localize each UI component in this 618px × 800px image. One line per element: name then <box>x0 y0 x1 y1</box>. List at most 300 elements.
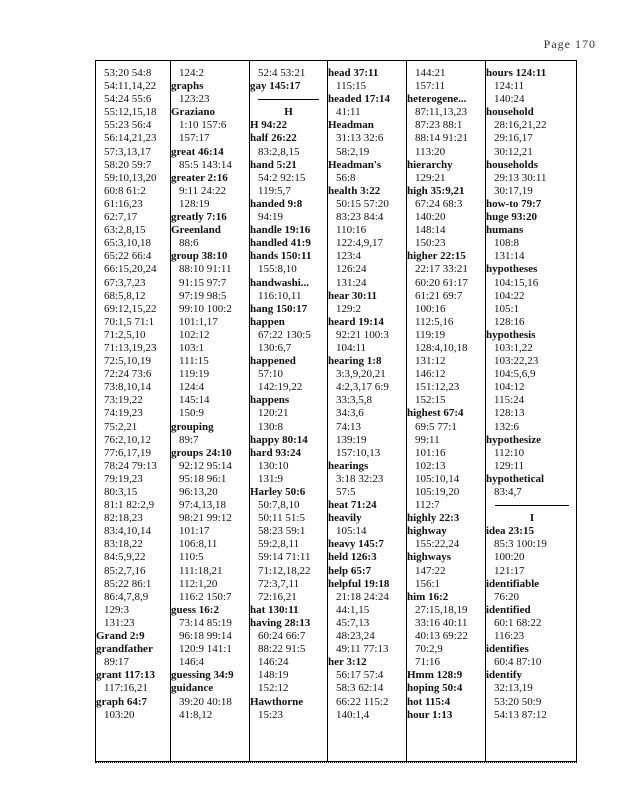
index-term: heterogene... <box>407 93 467 106</box>
index-term: Hawthorne <box>250 695 304 708</box>
page-reference: 83:2,8,15 <box>258 145 300 158</box>
page-reference: 146:4 <box>179 656 205 669</box>
page-reference: 56:8 <box>336 171 356 184</box>
page-reference: 60:4 87:10 <box>494 656 542 669</box>
page-reference: 152:15 <box>415 394 446 407</box>
index-term: happens <box>250 394 290 407</box>
page-reference: 102:12 <box>179 328 210 341</box>
page-reference: 39:20 40:18 <box>179 695 232 708</box>
page-reference: 27:15,18,19 <box>415 603 468 616</box>
index-term: happened <box>250 355 296 368</box>
footer-divider <box>95 762 577 763</box>
page-reference: 61:21 69:7 <box>415 289 463 302</box>
index-term: hot 115:4 <box>407 695 451 708</box>
index-term: graphs <box>171 80 204 93</box>
index-term: half 26:22 <box>250 132 297 145</box>
index-term: identifies <box>486 643 529 656</box>
page-reference: 85:2,7,16 <box>104 564 146 577</box>
page-reference: 131:12 <box>415 355 446 368</box>
index-term: having 28:13 <box>250 616 311 629</box>
page-reference: 96:18 99:14 <box>179 630 232 643</box>
index-term: greatly 7:16 <box>171 211 227 224</box>
index-term: hands 150:11 <box>250 250 312 263</box>
page-reference: 29:16,17 <box>494 132 533 145</box>
index-term: identify <box>486 669 523 682</box>
page-reference: 48:23,24 <box>336 630 375 643</box>
page-reference: 121:17 <box>494 564 525 577</box>
page-reference: 60:1 68:22 <box>494 616 542 629</box>
page-reference: 66:22 115:2 <box>336 695 389 708</box>
index-column-1 <box>96 61 170 761</box>
index-term: hypothesize <box>486 433 541 446</box>
index-term: higher 22:15 <box>407 250 466 263</box>
page-reference: 129:11 <box>494 459 525 472</box>
page-reference: 80:3,15 <box>104 486 138 498</box>
index-term: graph 64:7 <box>96 695 148 708</box>
page-reference: 59:10,13,20 <box>104 171 157 184</box>
index-term: handle 19:16 <box>250 224 311 237</box>
index-term: health 3:22 <box>328 184 381 197</box>
page-reference: 3:18 32:23 <box>336 472 384 485</box>
page-reference: 140:20 <box>415 211 446 224</box>
index-term: help 65:7 <box>328 564 372 577</box>
page-reference: 53:20 54:8 <box>104 67 152 79</box>
page-reference: 41:11 <box>336 106 361 119</box>
page-reference: 68:5,8,12 <box>104 289 146 302</box>
index-table <box>95 60 577 762</box>
index-column-2 <box>170 61 249 761</box>
page-reference: 85:22 86:1 <box>104 577 152 590</box>
page-reference: 88:22 91:5 <box>258 643 306 656</box>
page-reference: 95:18 96:1 <box>179 472 227 485</box>
page-reference: 126:24 <box>336 263 367 276</box>
page-reference: 55:23 56:4 <box>104 119 152 132</box>
page-reference: 49:11 77:13 <box>336 643 389 656</box>
index-term: highest 67:4 <box>407 407 464 420</box>
page-reference: 73:8,10,14 <box>104 381 152 394</box>
page-number: Page 170 <box>543 37 596 51</box>
page-reference: 15:23 <box>258 708 284 721</box>
page-reference: 73:19,22 <box>104 394 143 407</box>
index-term: guidance <box>171 682 214 695</box>
index-term: heat 71:24 <box>328 499 377 512</box>
page-reference: 99:10 100:2 <box>179 302 232 315</box>
page-reference: 110:5 <box>179 551 204 564</box>
page-reference: 112:7 <box>415 499 440 512</box>
page-reference: 40:13 69:22 <box>415 630 468 643</box>
page-reference: 61:16,23 <box>104 197 143 210</box>
page-reference: 155:8,10 <box>258 263 297 276</box>
index-term: hearing 1:8 <box>328 355 382 368</box>
page-reference: 128:13 <box>494 407 525 420</box>
page-reference: 119:19 <box>415 328 446 341</box>
page-reference: 33:16 40:11 <box>415 616 468 629</box>
page-reference: 103:1 <box>179 341 205 354</box>
page-reference: 129:21 <box>415 171 446 184</box>
index-column-4 <box>327 61 406 761</box>
index-term: highway <box>407 525 447 538</box>
page-reference: 69:12,15,22 <box>104 302 157 315</box>
index-term: hour 1:13 <box>407 708 453 721</box>
page-reference: 117:16,21 <box>104 682 148 695</box>
page-reference: 148:19 <box>258 669 289 682</box>
page-reference: 77:6,17,19 <box>104 446 152 459</box>
page-reference: 97:4,13,18 <box>179 499 227 512</box>
index-term: heard 19:14 <box>328 315 384 328</box>
page-reference: 88:6 <box>179 237 199 250</box>
page-reference: 124:2 <box>179 67 205 79</box>
section-letter: I <box>529 512 535 525</box>
page-reference: 104:11 <box>336 341 367 354</box>
page-reference: 76:20 <box>494 590 520 603</box>
page-reference: 157:11 <box>415 80 446 93</box>
page-reference: 129:2 <box>336 302 362 315</box>
index-term: hearings <box>328 459 369 472</box>
index-term: held 126:3 <box>328 551 377 564</box>
page-reference: 101:17 <box>179 525 210 538</box>
page-reference: 88:10 91:11 <box>179 263 232 276</box>
page-reference: 119:5,7 <box>258 184 291 197</box>
page-reference: 54:11,14,22 <box>104 80 157 93</box>
page-reference: 59:2,8,11 <box>258 538 300 551</box>
page-reference: 71:13,19,23 <box>104 341 157 354</box>
page-reference: 82:18,23 <box>104 512 143 525</box>
index-term: grouping <box>171 420 214 433</box>
page-reference: 105:14 <box>336 525 367 538</box>
page-reference: 56:14,21,23 <box>104 132 157 145</box>
index-term: highly 22:3 <box>407 512 460 525</box>
page-reference: 129:3 <box>104 603 130 616</box>
index-column-5 <box>406 61 485 761</box>
page-reference: 85:5 143:14 <box>179 158 232 171</box>
page-reference: 104:12 <box>494 381 525 394</box>
page-reference: 71:2,5,10 <box>104 328 146 341</box>
page-reference: 30:17,19 <box>494 184 533 197</box>
index-term: Graziano <box>171 106 215 119</box>
page-reference: 70:1,5 71:1 <box>104 315 155 328</box>
page-reference: 156:1 <box>415 577 441 590</box>
page-reference: 65:22 66:4 <box>104 250 152 263</box>
page-reference: 29:13 30:11 <box>494 171 547 184</box>
page-reference: 52:4 53:21 <box>258 67 306 79</box>
page-reference: 70:2,9 <box>415 643 443 656</box>
page-reference: 120:9 141:1 <box>179 643 232 656</box>
page-reference: 150:9 <box>179 407 205 420</box>
page-reference: 145:14 <box>179 394 210 407</box>
index-term: household <box>486 106 534 119</box>
page-reference: 123:23 <box>179 93 210 106</box>
page-reference: 44:1,15 <box>336 603 370 616</box>
index-term: happy 80:14 <box>250 433 308 446</box>
page-reference: 54:2 92:15 <box>258 171 306 184</box>
page-reference: 146:24 <box>258 656 289 669</box>
index-term: high 35:9,21 <box>407 184 465 197</box>
page-reference: 89:17 <box>104 656 130 669</box>
index-term: huge 93:20 <box>486 211 538 224</box>
page-reference: 45:7,13 <box>336 616 370 629</box>
page-reference: 50:7,8,10 <box>258 499 300 512</box>
page-reference: 96:13,20 <box>179 486 218 498</box>
page-reference: 54:13 87:12 <box>494 708 547 721</box>
index-column-3 <box>249 61 327 761</box>
index-term: hear 30:11 <box>328 289 377 302</box>
page-reference: 87:23 88:1 <box>415 119 463 132</box>
page-reference: 41:8,12 <box>179 708 213 721</box>
page-reference: 130:10 <box>258 459 289 472</box>
page-reference: 122:4,9,17 <box>336 237 384 250</box>
page-reference: 157:10,13 <box>336 446 381 459</box>
page-reference: 103:20 <box>104 708 135 721</box>
page-reference: 65:3,10,18 <box>104 237 152 250</box>
page-reference: 74:19,23 <box>104 407 143 420</box>
index-term: head 37:11 <box>328 67 379 79</box>
page-reference: 128:16 <box>494 315 525 328</box>
page-reference: 1:10 157:6 <box>179 119 227 132</box>
page-reference: 87:11,13,23 <box>415 106 468 119</box>
page-reference: 139:19 <box>336 433 367 446</box>
index-term: Headman's <box>328 158 382 171</box>
page-reference: 131:9 <box>258 472 284 485</box>
index-term: greater 2:16 <box>171 171 228 184</box>
page-reference: 4:2,3,17 6:9 <box>336 381 389 394</box>
page-reference: 84:5,9,22 <box>104 551 146 564</box>
index-term: hours 124:11 <box>486 67 547 79</box>
index-term: gay 145:17 <box>250 80 301 93</box>
page-reference: 116:10,11 <box>258 289 302 302</box>
page-reference: 31:13 32:6 <box>336 132 384 145</box>
page-reference: 142:19,22 <box>258 381 303 394</box>
index-term: great 46:14 <box>171 145 224 158</box>
index-term: heavily <box>328 512 362 525</box>
index-term: hand 5:21 <box>250 158 297 171</box>
page-reference: 22:17 33:21 <box>415 263 468 276</box>
page-reference: 78:24 79:13 <box>104 459 157 472</box>
page-reference: 55:12,15,18 <box>104 106 157 119</box>
page-reference: 152:12 <box>258 682 289 695</box>
page-reference: 54:24 55:6 <box>104 93 152 106</box>
page-reference: 106:8,11 <box>179 538 218 551</box>
page-reference: 72:16,21 <box>258 590 297 603</box>
index-term: her 3:12 <box>328 656 367 669</box>
page-reference: 100:16 <box>415 302 446 315</box>
page-reference: 112:5,16 <box>415 315 454 328</box>
page-reference: 140:1,4 <box>336 708 370 721</box>
page-reference: 32:13,19 <box>494 682 533 695</box>
page-reference: 79:19,23 <box>104 472 143 485</box>
page-reference: 60:20 61:17 <box>415 276 468 289</box>
index-term: hang 150:17 <box>250 302 308 315</box>
page-reference: 71:16 <box>415 656 441 669</box>
page-reference: 128:4,10,18 <box>415 341 468 354</box>
index-term: guess 16:2 <box>171 603 219 616</box>
index-term: heavy 145:7 <box>328 538 384 551</box>
page-reference: 60:8 61:2 <box>104 184 146 197</box>
page-reference: 98:21 99:12 <box>179 512 232 525</box>
page-reference: 83:18,22 <box>104 538 143 551</box>
page-reference: 58:2,19 <box>336 145 370 158</box>
page-reference: 101:1,17 <box>179 315 218 328</box>
page-reference: 60:24 66:7 <box>258 630 306 643</box>
page-reference: 120:21 <box>258 407 289 420</box>
index-term: grandfather <box>96 643 153 656</box>
page-reference: 58:3 62:14 <box>336 682 384 695</box>
page-reference: 56:17 57:4 <box>336 669 384 682</box>
page-reference: 67:22 130:5 <box>258 328 311 341</box>
index-term: highways <box>407 551 452 564</box>
page-reference: 131:24 <box>336 276 367 289</box>
page-reference: 62:7,17 <box>104 211 138 224</box>
index-term: helpful 19:18 <box>328 577 390 590</box>
page-reference: 111:18,21 <box>179 564 223 577</box>
page-reference: 100:20 <box>494 551 525 564</box>
index-term: group 38:10 <box>171 250 228 263</box>
page-reference: 110:16 <box>336 224 367 237</box>
index-term: Grand 2:9 <box>96 630 145 643</box>
index-term: headed 17:14 <box>328 93 391 106</box>
index-term: handled 41:9 <box>250 237 311 250</box>
page-reference: 81:1 82:2,9 <box>104 499 155 512</box>
page-reference: 63:2,8,15 <box>104 224 146 237</box>
page-reference: 86:4,7,8,9 <box>104 590 149 603</box>
page-reference: 92:12 95:14 <box>179 459 232 472</box>
page-reference: 69:5 77:1 <box>415 420 457 433</box>
page-reference: 111:15 <box>179 355 209 368</box>
page-reference: 9:11 24:22 <box>179 184 226 197</box>
page-reference: 115:15 <box>336 80 367 93</box>
page-reference: 155:22,24 <box>415 538 460 551</box>
index-term: idea 23:15 <box>486 525 534 538</box>
page-reference: 131:23 <box>104 616 135 629</box>
page-reference: 30:12,21 <box>494 145 533 158</box>
page-reference: 76:2,10,12 <box>104 433 152 446</box>
page-reference: 112:1,20 <box>179 577 218 590</box>
page-reference: 50:15 57:20 <box>336 197 389 210</box>
page-reference: 113:20 <box>415 145 446 158</box>
index-term: guessing 34:9 <box>171 669 234 682</box>
index-term: hypothesis <box>486 328 536 341</box>
page-reference: 123:4 <box>336 250 362 263</box>
page-reference: 58:23 59:1 <box>258 525 306 538</box>
page-reference: 72:24 73:6 <box>104 368 152 381</box>
index-term: identified <box>486 603 531 616</box>
page-reference: 57:10 <box>258 368 284 381</box>
page-reference: 104:15,16 <box>494 276 539 289</box>
page-reference: 105:1 <box>494 302 520 315</box>
index-term: hierarchy <box>407 158 453 171</box>
index-term: grant 117:13 <box>96 669 155 682</box>
page-reference: 67:24 68:3 <box>415 197 463 210</box>
index-term: hat 130:11 <box>250 603 299 616</box>
index-term: households <box>486 158 538 171</box>
index-term: H 94:22 <box>250 119 287 132</box>
page-reference: 74:13 <box>336 420 362 433</box>
page-reference: 116:23 <box>494 630 525 643</box>
page-reference: 91:15 97:7 <box>179 276 227 289</box>
index-term: hypothetical <box>486 472 545 485</box>
page-reference: 157:17 <box>179 132 210 145</box>
section-divider <box>486 499 578 512</box>
page-reference: 132:6 <box>494 420 520 433</box>
page-reference: 148:14 <box>415 224 446 237</box>
index-term: him 16:2 <box>407 590 449 603</box>
page-reference: 92:21 100:3 <box>336 328 389 341</box>
page-reference: 73:14 85:19 <box>179 616 232 629</box>
page-reference: 3:3,9,20,21 <box>336 368 386 381</box>
page-reference: 130:8 <box>258 420 284 433</box>
page-reference: 103:1,22 <box>494 341 533 354</box>
page-reference: 83:23 84:4 <box>336 211 384 224</box>
page-reference: 75:2,21 <box>104 420 138 433</box>
page-reference: 57:3,13,17 <box>104 145 152 158</box>
index-term: handwashi... <box>250 276 310 289</box>
page-reference: 147:22 <box>415 564 446 577</box>
page-reference: 105:10,14 <box>415 472 460 485</box>
page-reference: 67:3,7,23 <box>104 276 146 289</box>
page-reference: 28:16,21,22 <box>494 119 547 132</box>
page-reference: 83:4,10,14 <box>104 525 152 538</box>
page-reference: 50:11 51:5 <box>258 512 305 525</box>
index-term: hoping 50:4 <box>407 682 463 695</box>
index-term: how-to 79:7 <box>486 197 542 210</box>
index-column-6 <box>485 61 578 761</box>
page-reference: 66:15,20,24 <box>104 263 157 276</box>
index-term: humans <box>486 224 524 237</box>
page-reference: 72:3,7,11 <box>258 577 300 590</box>
section-letter: H <box>284 106 293 119</box>
page-reference: 97:19 98:5 <box>179 289 227 302</box>
index-term: identifiable <box>486 577 540 590</box>
page-reference: 99:11 <box>415 433 440 446</box>
index-term: Headman <box>328 119 374 132</box>
page-reference: 115:24 <box>494 394 525 407</box>
index-term: happen <box>250 315 285 328</box>
index-term: hypotheses <box>486 263 538 276</box>
page-reference: 104:22 <box>494 289 525 302</box>
index-term: handed 9:8 <box>250 197 303 210</box>
page-reference: 102:13 <box>415 459 446 472</box>
page-reference: 124:11 <box>494 80 525 93</box>
page-reference: 57:5 <box>336 486 356 498</box>
page-reference: 85:3 100:19 <box>494 538 547 551</box>
page-reference: 151:12,23 <box>415 381 460 394</box>
page-reference: 128:19 <box>179 197 210 210</box>
page-reference: 146:12 <box>415 368 446 381</box>
page-reference: 33:3,5,8 <box>336 394 373 407</box>
section-divider <box>250 93 327 106</box>
page-reference: 124:4 <box>179 381 205 394</box>
page-reference: 94:19 <box>258 211 284 224</box>
page-reference: 72:5,10,19 <box>104 355 152 368</box>
page-reference: 103:22,23 <box>494 355 539 368</box>
page-reference: 116:2 150:7 <box>179 590 232 603</box>
page-reference: 144:21 <box>415 67 446 79</box>
page-reference: 150:23 <box>415 237 446 250</box>
page-reference: 108:8 <box>494 237 520 250</box>
page-reference: 88:14 91:21 <box>415 132 468 145</box>
page-reference: 105:19,20 <box>415 486 460 498</box>
index-term: Hmm 128:9 <box>407 669 463 682</box>
page-reference: 101:16 <box>415 446 446 459</box>
page-reference: 34:3,6 <box>336 407 364 420</box>
page-reference: 58:20 59:7 <box>104 158 152 171</box>
index-term: Harley 50:6 <box>250 486 306 498</box>
page-reference: 83:4,7 <box>494 486 522 498</box>
page-reference: 71:12,18,22 <box>258 564 311 577</box>
page-reference: 21:18 24:24 <box>336 590 389 603</box>
page-reference: 131:14 <box>494 250 525 263</box>
page-reference: 53:20 50:9 <box>494 695 542 708</box>
page-reference: 89:7 <box>179 433 199 446</box>
